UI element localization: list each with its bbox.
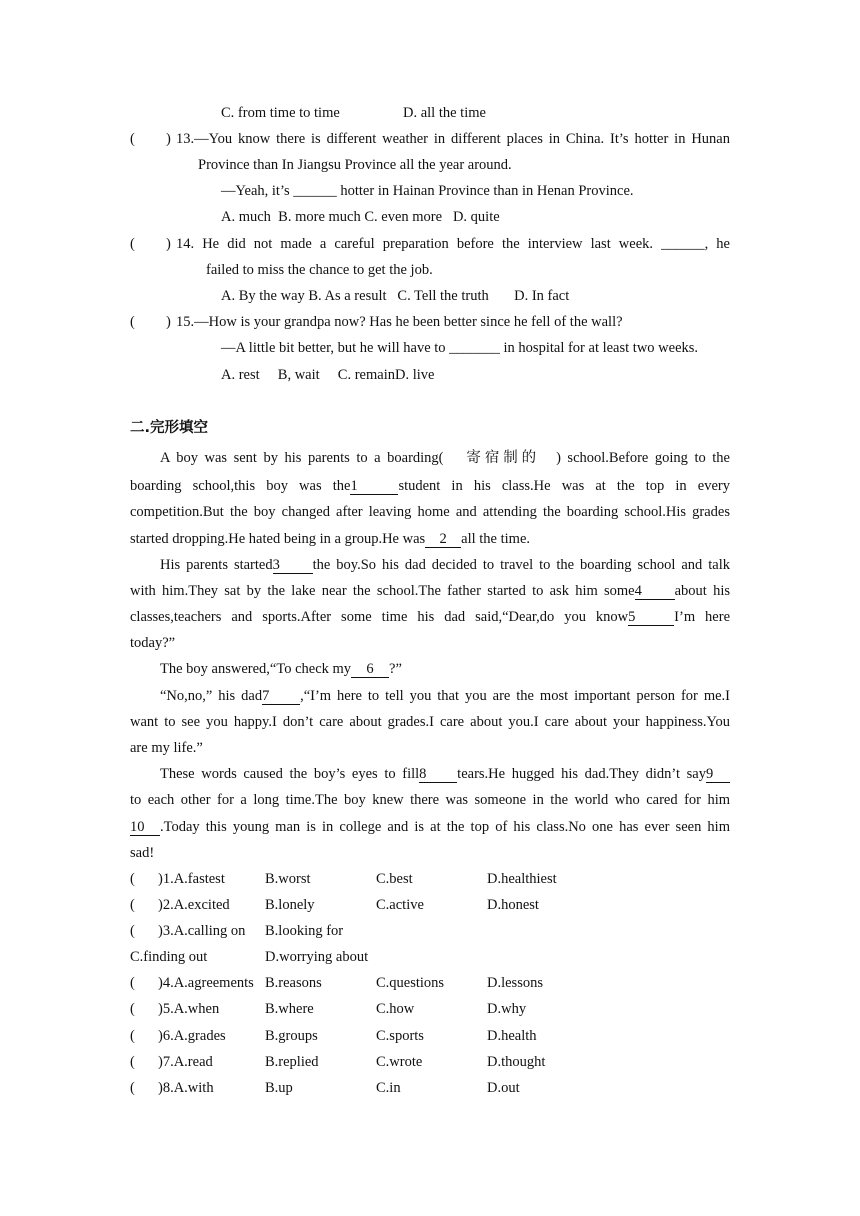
option-c: C.finding out: [130, 949, 208, 965]
cloze-text: His parents started: [160, 557, 273, 573]
option-a: )4.A.agreements: [158, 975, 254, 991]
option-paren: (: [130, 1080, 135, 1096]
q12-option-c: C. from time to time: [221, 105, 340, 121]
option-b: B.up: [265, 1080, 293, 1096]
cloze-p2-line1: [160, 556, 730, 574]
q12-option-d: D. all the time: [403, 105, 486, 121]
option-paren: (: [130, 871, 135, 887]
cloze-chinese-gloss: 寄宿制的: [463, 450, 541, 466]
q14-answer-paren-close: ): [166, 236, 171, 252]
option-d: D.worrying about: [265, 949, 369, 965]
option-a: )8.A.with: [158, 1080, 214, 1096]
option-b: B.replied: [265, 1054, 319, 1070]
option-b: B.lonely: [265, 897, 315, 913]
q15-options: A. rest B, wait C. remainD. live: [221, 367, 435, 383]
cloze-p4-line3: are my life.”: [130, 740, 203, 756]
cloze-blank-7[interactable]: 7: [262, 688, 300, 705]
cloze-blank-10[interactable]: 10: [130, 819, 160, 836]
option-paren: (: [130, 1028, 135, 1044]
option-b: B.reasons: [265, 975, 322, 991]
cloze-p2-line4: today?”: [130, 635, 176, 651]
option-c: C.best: [376, 871, 413, 887]
option-c: C.questions: [376, 975, 445, 991]
cloze-text: ,“I’m here to tell you that you are the most important person for me.I: [300, 688, 730, 704]
option-d: D.out: [487, 1080, 520, 1096]
option-a: )5.A.when: [158, 1001, 220, 1017]
option-paren: (: [130, 897, 135, 913]
q15-answer-paren-close: ): [166, 314, 171, 330]
cloze-p4-line1: [160, 687, 730, 705]
option-paren: (: [130, 975, 135, 991]
option-b: B.looking for: [265, 923, 344, 939]
cloze-p4-line2: want to see you happy.I don’t care about grades.I care about you.I care about your happiness.You: [130, 714, 730, 730]
cloze-text: A boy was sent by his parents to a boarding(: [160, 450, 444, 466]
q15-stem-line1: 15.—How is your grandpa now? Has he been better since he fell of the wall?: [176, 314, 623, 330]
option-d: D.why: [487, 1001, 527, 1017]
option-c: C.how: [376, 1001, 415, 1017]
cloze-p1-line4: [130, 530, 530, 548]
option-a: )7.A.read: [158, 1054, 213, 1070]
cloze-text: “No,no,” his dad: [160, 688, 263, 704]
option-a: )6.A.grades: [158, 1028, 226, 1044]
option-c: C.wrote: [376, 1054, 423, 1070]
option-d: D.lessons: [487, 975, 543, 991]
option-paren: (: [130, 1054, 135, 1070]
cloze-p1-line3: competition.But the boy changed after leaving home and attending the boarding school.His grades: [130, 504, 730, 520]
cloze-p2-line2: [130, 582, 730, 600]
cloze-blank-1[interactable]: 1: [350, 478, 398, 495]
option-a: )1.A.fastest: [158, 871, 225, 887]
q13-options: A. much B. more much C. even more D. quite: [221, 209, 500, 225]
cloze-p3-line1: [160, 660, 402, 678]
option-b: B.where: [265, 1001, 314, 1017]
q14-options: A. By the way B. As a result C. Tell the truth D. In fact: [221, 288, 570, 304]
cloze-text: student in his class.He was at the top in every: [398, 478, 730, 494]
option-a: )3.A.calling on: [158, 923, 246, 939]
cloze-p5-line4: sad!: [130, 845, 155, 861]
q14-stem-line2: failed to miss the chance to get the job.: [206, 262, 433, 278]
cloze-text: all the time.: [461, 531, 531, 547]
option-a: )2.A.excited: [158, 897, 230, 913]
cloze-text: .Today this young man is in college and is at the top of his class.No one has ever seen him: [160, 819, 730, 835]
cloze-blank-8[interactable]: 8: [419, 766, 457, 783]
cloze-text: about his: [674, 583, 730, 599]
cloze-blank-3[interactable]: 3: [273, 557, 313, 574]
q13-stem-line2: Province than In Jiangsu Province all the year around.: [198, 157, 512, 173]
option-c: C.sports: [376, 1028, 424, 1044]
option-d: D.thought: [487, 1054, 546, 1070]
option-d: D.healthiest: [487, 871, 557, 887]
cloze-text: with him.They sat by the lake near the school.The father started to ask him some: [130, 583, 635, 599]
q13-stem-line1: 13.—You know there is different weather in different places in China. It’s hotter in Hunan: [176, 131, 730, 147]
q13-answer-paren-close: ): [166, 131, 171, 147]
option-paren: (: [130, 1001, 135, 1017]
cloze-text: started dropping.He hated being in a group.He was: [130, 531, 426, 547]
cloze-blank-6[interactable]: 6: [351, 661, 389, 678]
cloze-text: I’m here: [674, 609, 731, 625]
cloze-p5-line1: [160, 765, 730, 783]
option-d: D.honest: [487, 897, 539, 913]
option-b: B.groups: [265, 1028, 318, 1044]
cloze-text: ?”: [389, 661, 402, 677]
section-heading-cloze: 二.完形填空: [130, 420, 209, 436]
cloze-p5-line3: [130, 818, 730, 836]
cloze-text: ) school.Before going to the: [556, 450, 730, 466]
cloze-p1-line1: [160, 449, 730, 467]
cloze-text: boarding school,this boy was the: [130, 478, 351, 494]
q13-answer-paren-open: (: [130, 131, 135, 147]
q14-answer-paren-open: (: [130, 236, 135, 252]
option-c: C.active: [376, 897, 424, 913]
q15-stem-line2: —A little bit better, but he will have to _______ in hospital for at least two weeks.: [221, 340, 699, 356]
option-d: D.health: [487, 1028, 537, 1044]
q15-answer-paren-open: (: [130, 314, 135, 330]
cloze-text: tears.He hugged his dad.They didn’t say: [457, 766, 706, 782]
option-c: C.in: [376, 1080, 401, 1096]
cloze-blank-9[interactable]: 9: [706, 766, 730, 783]
cloze-text: the boy.So his dad decided to travel to the boarding school and talk: [312, 557, 730, 573]
q14-stem-line1: 14. He did not made a careful preparation before the interview last week. ______, he: [176, 236, 730, 252]
cloze-text: classes,teachers and sports.After some time his dad said,“Dear,do you know: [130, 609, 629, 625]
q13-stem-line3: —Yeah, it’s ______ hotter in Hainan Province than in Henan Province.: [221, 183, 634, 199]
cloze-blank-4[interactable]: 4: [635, 583, 675, 600]
cloze-p2-line3: [130, 608, 730, 626]
cloze-text: These words caused the boy’s eyes to fill: [160, 766, 420, 782]
cloze-blank-5[interactable]: 5: [628, 609, 674, 626]
cloze-blank-2[interactable]: 2: [425, 531, 461, 548]
option-paren: (: [130, 923, 135, 939]
cloze-p1-line2: [130, 477, 730, 495]
cloze-p5-line2: to each other for a long time.The boy knew there was someone in the world who cared for him: [130, 792, 730, 808]
cloze-text: The boy answered,“To check my: [160, 661, 352, 677]
option-b: B.worst: [265, 871, 311, 887]
